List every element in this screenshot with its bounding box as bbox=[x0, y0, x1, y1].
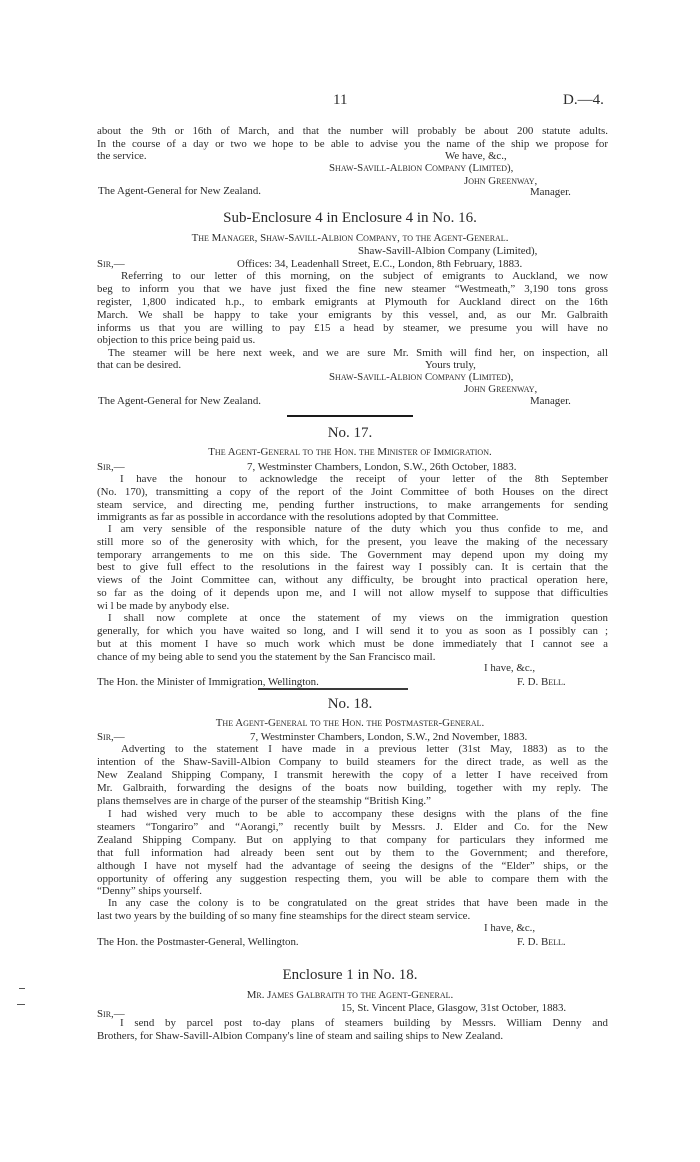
margin-mark bbox=[19, 988, 25, 989]
text-line: that full information had already been sent out by them to the Government; and therefore, bbox=[97, 847, 608, 859]
text-line: beg to inform you that we have just fixed the fine new steamer “Westmeath,” 3,190 tons gross bbox=[97, 283, 608, 295]
company-signature: Shaw-Savill-Albion Company (Limited), bbox=[329, 162, 514, 174]
section-title: Enclosure 1 in No. 18. bbox=[282, 967, 418, 983]
text-line: In any case the colony is to be congratulated on the great strides that have been made in the bbox=[108, 897, 608, 909]
text-line: informs us that you are willing to pay £15 a head by steamer, we presume you will have no bbox=[97, 322, 608, 334]
text-line: March. We shall be happy to take your emigrants by this vessel, and, as our Mr. Galbraith bbox=[97, 309, 608, 321]
letter-address: Offices: 34, Leadenhall Street, E.C., London, 8th February, 1883. bbox=[237, 258, 523, 270]
from-to-line: The Agent-General to the Hon. the Minister of Immigration. bbox=[208, 446, 492, 458]
signer-role: Manager. bbox=[530, 395, 571, 407]
text-line: last two years by the building of so many fine steamships for the direct steam service. bbox=[97, 910, 471, 922]
salutation: Sir,— bbox=[97, 731, 125, 743]
letter-address: 15, St. Vincent Place, Glasgow, 31st October, 1883. bbox=[341, 1002, 567, 1014]
closing: We have, &c., bbox=[445, 150, 507, 162]
signer-name: F. D. Bell. bbox=[517, 936, 566, 948]
signer-name: John Greenway, bbox=[464, 383, 538, 395]
section-title: Sub-Enclosure 4 in Enclosure 4 in No. 16. bbox=[223, 210, 477, 226]
closing: Yours truly, bbox=[425, 359, 476, 371]
text-line: register, 1,800 indicated h.p., to embark emigrants at Plymouth for Auckland direct on the 16th bbox=[97, 296, 608, 308]
page-number: 11 bbox=[333, 92, 348, 108]
text-line: Zealand Shipping Company. But on applying to that company for particulars they informed me bbox=[97, 834, 608, 846]
text-line: In the course of a day or two we hope to be able to advise you the name of the ship we propose for bbox=[97, 138, 608, 150]
text-line: views of the Joint Committee can, without any difficulty, be brought into practical operation here, bbox=[97, 574, 608, 586]
salutation: Sir,— bbox=[97, 461, 125, 473]
document-reference: D.—4. bbox=[563, 92, 604, 108]
salutation: Sir,— bbox=[97, 258, 125, 270]
text-line: generally, for which you have waited so long, and I will send it to you as soon as I possibly can ; bbox=[97, 625, 608, 637]
text-line: The steamer will be here next week, and we are sure Mr. Smith will find her, on inspection, all bbox=[108, 347, 608, 359]
signer-name: F. D. Bell. bbox=[517, 676, 566, 688]
text-line: I am very sensible of the responsible nature of the duty which you thus confide to me, and bbox=[108, 523, 608, 535]
closing: I have, &c., bbox=[484, 922, 536, 934]
text-line: New Zealand Shipping Company, I transmit herewith the copy of a letter I have received from bbox=[97, 769, 608, 781]
text-line: chance of my being able to send you the statement by the San Francisco mail. bbox=[97, 651, 436, 663]
margin-mark bbox=[17, 1004, 25, 1005]
text-line: objection to this price being paid us. bbox=[97, 334, 256, 346]
letter-address: 7, Westminster Chambers, London, S.W., 26th October, 1883. bbox=[247, 461, 517, 473]
text-line: but at this moment I have so much work which must be done immediately that I cannot see a bbox=[97, 638, 608, 650]
text-line: I send by parcel post to-day plans of steamers building by Messrs. William Denny and bbox=[120, 1017, 608, 1029]
text-line: the service. bbox=[97, 150, 147, 162]
from-to-line: The Agent-General to the Hon. the Postmaster-General. bbox=[215, 717, 485, 729]
section-title: No. 17. bbox=[327, 425, 373, 441]
text-line: so far as the doing of it depends upon me, and I will not allow myself to suppose that difficulties bbox=[97, 587, 608, 599]
addressee: The Agent-General for New Zealand. bbox=[98, 185, 261, 197]
salutation: Sir,— bbox=[97, 1008, 125, 1020]
company-line: Shaw-Savill-Albion Company (Limited), bbox=[358, 245, 538, 257]
text-line: temporary arrangements to me on this side. The Government may depend upon my doing my bbox=[97, 549, 608, 561]
closing: I have, &c., bbox=[484, 662, 536, 674]
section-divider bbox=[258, 688, 408, 690]
text-line: intention of the Shaw-Savill-Albion Company to build steamers for the direct trade, as well as the bbox=[97, 756, 608, 768]
signer-role: Manager. bbox=[530, 186, 571, 198]
text-line: immigrants as far as possible in accordance with the resolutions adopted by that Committee. bbox=[97, 511, 499, 523]
text-line: Adverting to the statement I have made in a previous letter (31st May, 1883) as to the bbox=[121, 743, 608, 755]
text-line: wi l be made by anybody else. bbox=[97, 600, 230, 612]
text-line: best to give full effect to the resolutions in the fairest way I possibly can. It is certain that the bbox=[97, 561, 608, 573]
text-line: I shall now complete at once the statement of my views on the immigration question bbox=[108, 612, 608, 624]
text-line: opportunity of offering any suggestion respecting them, you will be able to compare them with the bbox=[97, 873, 608, 885]
text-line: plans themselves are in charge of the purser of the steamship “British King.” bbox=[97, 795, 431, 807]
text-line: Mr. Galbraith, forwarding the designs of the boats now building, together with my reply. The bbox=[97, 782, 608, 794]
company-signature: Shaw-Savill-Albion Company (Limited), bbox=[329, 371, 514, 383]
signer-name: John Greenway, bbox=[464, 175, 538, 187]
text-line: I have the honour to acknowledge the receipt of your letter of the 8th September bbox=[120, 473, 608, 485]
section-title: No. 18. bbox=[327, 696, 373, 712]
text-line: “Denny” ships yourself. bbox=[97, 885, 202, 897]
text-line: (No. 170), transmitting a copy of the report of the Joint Committee of both Houses on the direct bbox=[97, 486, 608, 498]
from-to-line: Mr. James Galbraith to the Agent-General. bbox=[246, 989, 454, 1001]
text-line: Referring to our letter of this morning, on the subject of emigrants to Auckland, we now bbox=[121, 270, 608, 282]
addressee: The Agent-General for New Zealand. bbox=[98, 395, 261, 407]
section-divider bbox=[287, 415, 413, 417]
text-line: I had wished very much to be able to accompany these designs with the plans of the fine bbox=[108, 808, 608, 820]
text-line: Brothers, for Shaw-Savill-Albion Company's line of steam and sailing ships to New Zealand. bbox=[97, 1030, 504, 1042]
letter-address: 7, Westminster Chambers, London, S.W., 2nd November, 1883. bbox=[250, 731, 528, 743]
text-line: steam service, and directing me, pending further instructions, to make arrangements for sending bbox=[97, 499, 608, 511]
text-line: still more so of the generosity with which, for the present, you leave the making of the necessary bbox=[97, 536, 608, 548]
from-to-line: The Manager, Shaw-Savill-Albion Company, to the Agent-General. bbox=[191, 232, 509, 244]
text-line: although I have not myself had the advantage of seeing the designs of the “Elder” ships, or the bbox=[97, 860, 608, 872]
addressee: The Hon. the Minister of Immigration, Wellington. bbox=[97, 676, 319, 688]
text-line: steamers “Tongariro” and “Aorangi,” recently built by Messrs. J. Elder and Co. for the New bbox=[97, 821, 608, 833]
addressee: The Hon. the Postmaster-General, Wellington. bbox=[97, 936, 299, 948]
text-line: that can be desired. bbox=[97, 359, 182, 371]
text-line: about the 9th or 16th of March, and that the number will probably be about 200 statute adults. bbox=[97, 125, 608, 137]
